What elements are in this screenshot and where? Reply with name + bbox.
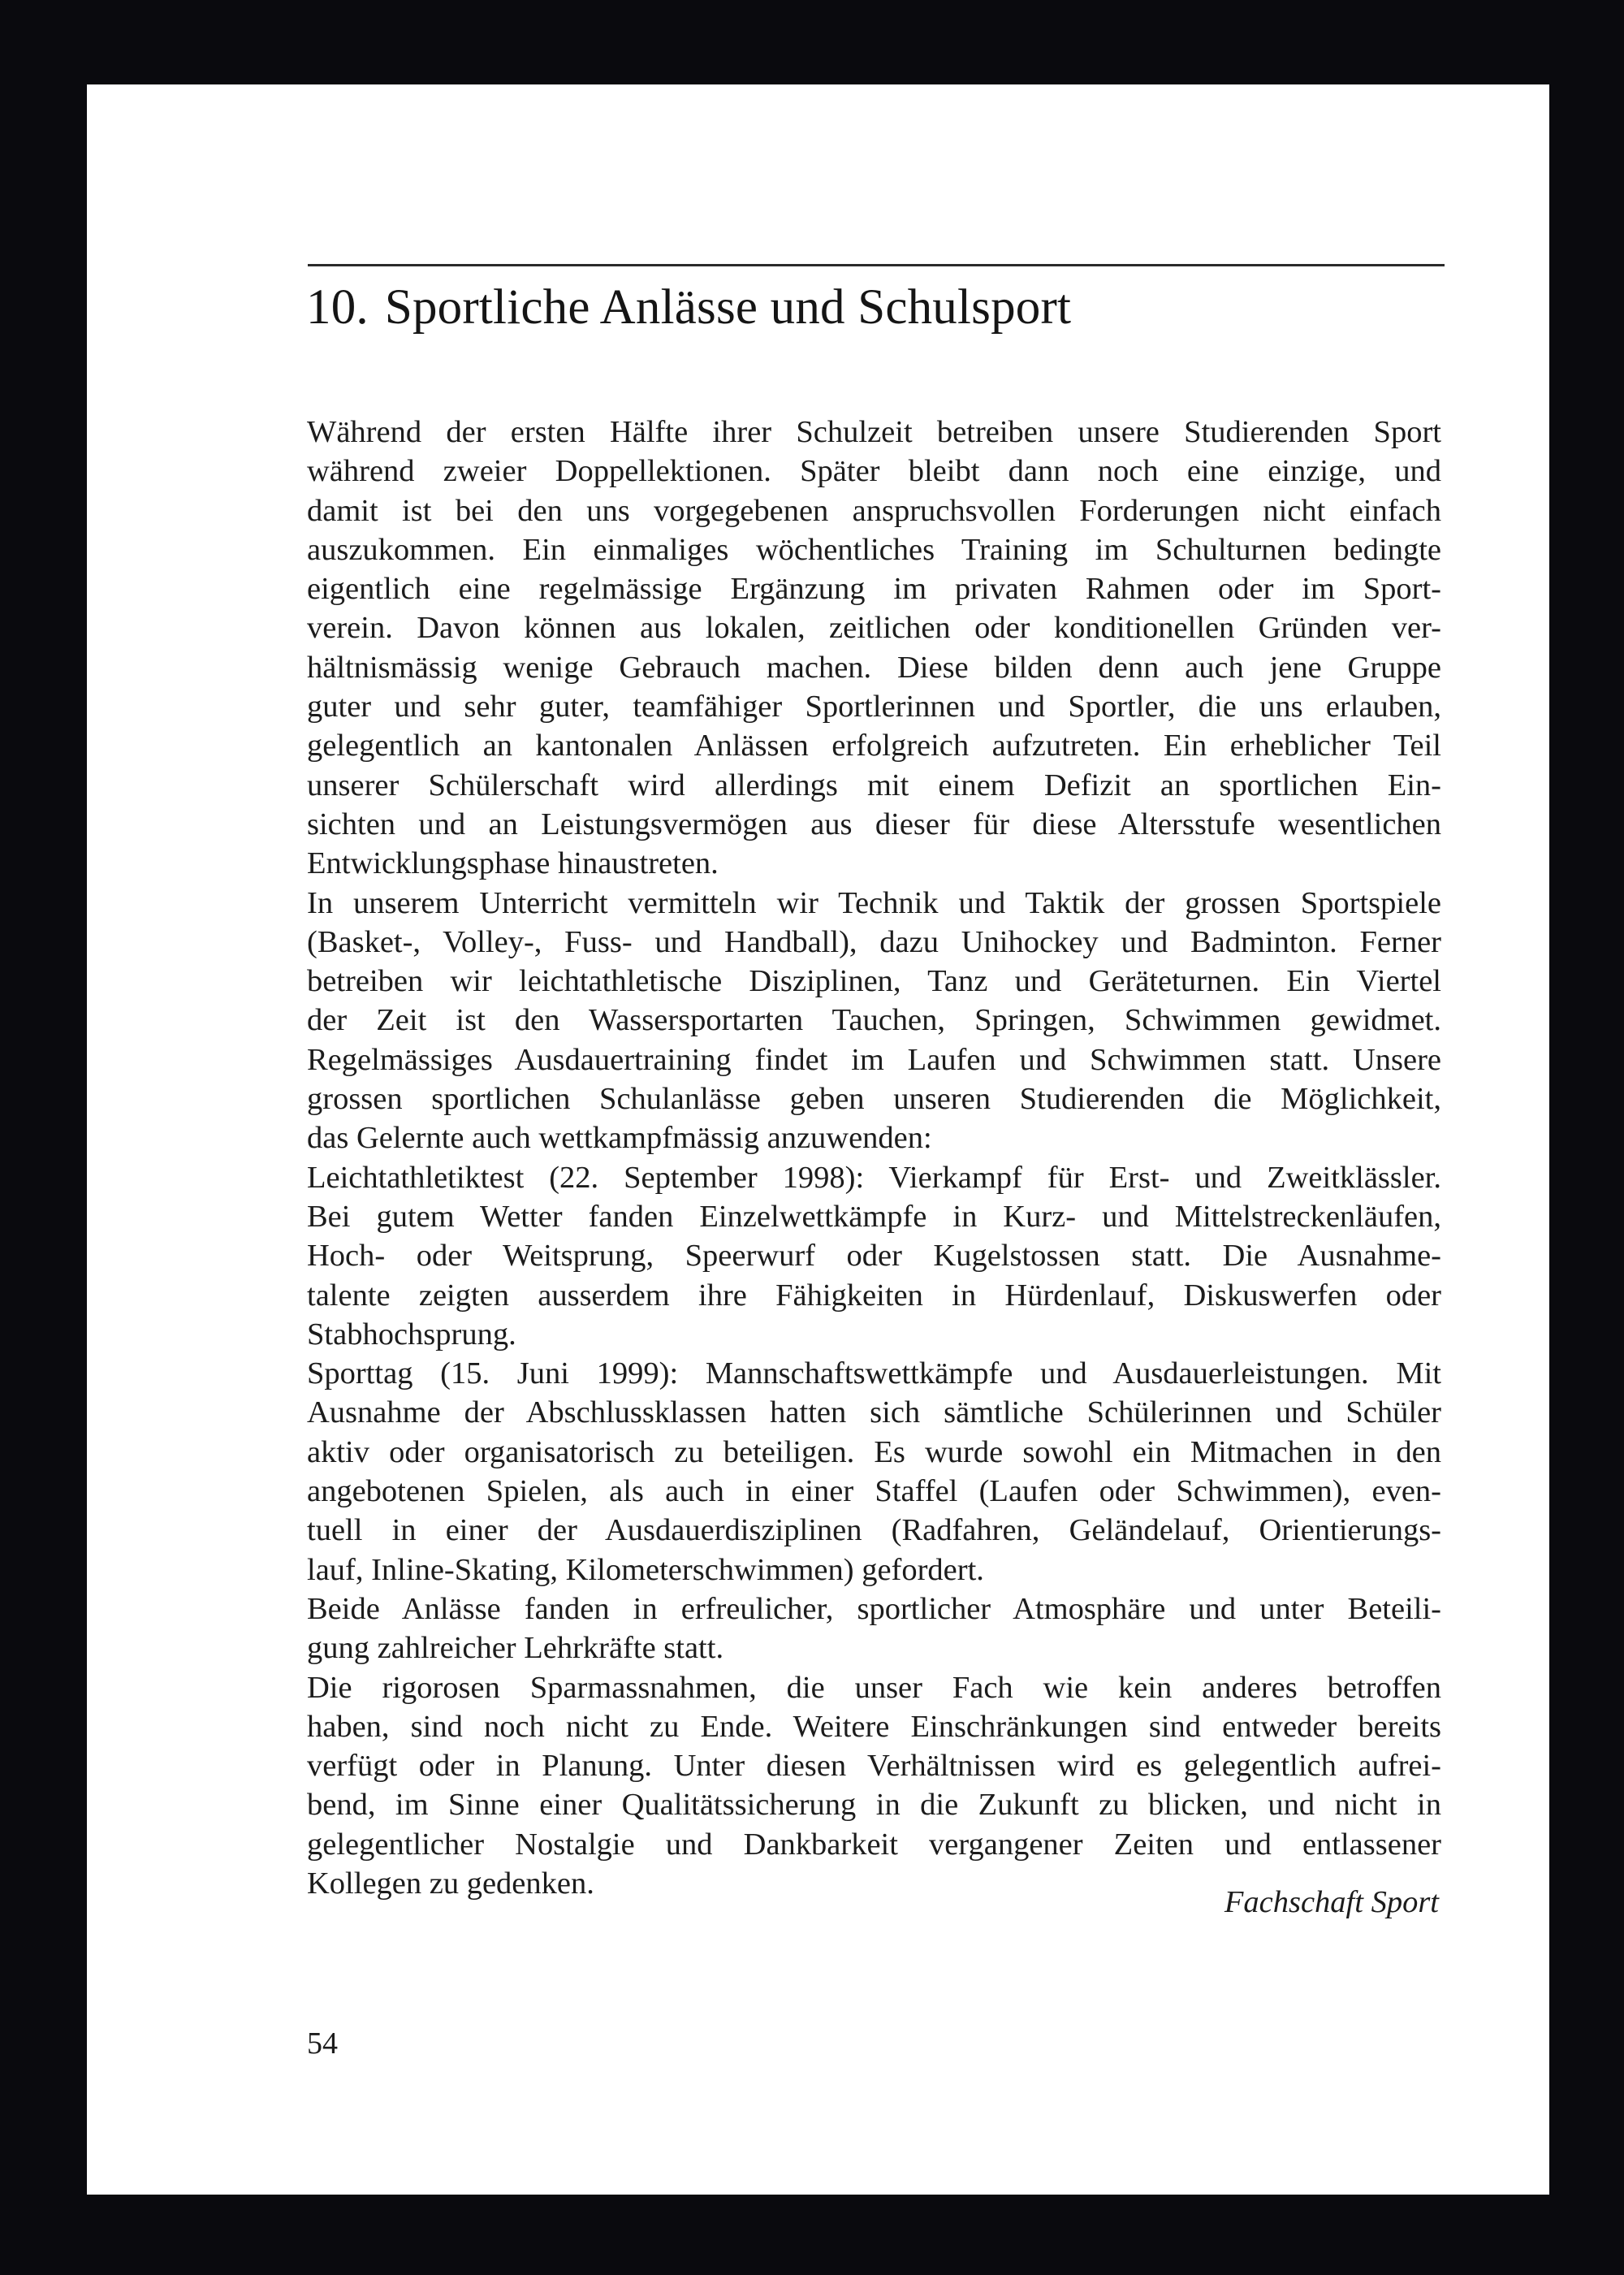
text-line: während zweier Doppellektionen. Später bleibt dann noch eine einzige, und bbox=[307, 454, 1441, 489]
text-line: Kollegen zu gedenken. bbox=[307, 1866, 594, 1901]
text-line: talente zeigten ausserdem ihre Fähigkeiten in Hürdenlauf, Diskuswerfen oder bbox=[307, 1278, 1441, 1313]
text-line: gung zahlreicher Lehrkräfte statt. bbox=[307, 1631, 724, 1666]
text-line: Ausnahme der Abschlussklassen hatten sich sämtliche Schülerinnen und Schüler bbox=[307, 1395, 1441, 1430]
section-number: 10. bbox=[306, 280, 369, 335]
text-line: tuell in einer der Ausdauerdisziplinen (Radfahren, Geländelauf, Orientierungs- bbox=[307, 1513, 1441, 1548]
text-line: Stabhochsprung. bbox=[307, 1317, 516, 1352]
text-line: Hoch- oder Weitsprung, Speerwurf oder Kugelstossen statt. Die Ausnahme- bbox=[307, 1239, 1441, 1274]
text-line: der Zeit ist den Wassersportarten Tauchen, Springen, Schwimmen gewidmet. bbox=[307, 1003, 1441, 1038]
page-number: 54 bbox=[307, 2026, 338, 2061]
text-line: verein. Davon können aus lokalen, zeitlichen oder konditionellen Gründen ver- bbox=[307, 611, 1441, 646]
text-line: gelegentlicher Nostalgie und Dankbarkeit vergangener Zeiten und entlassener bbox=[307, 1827, 1441, 1862]
header-rule bbox=[308, 264, 1445, 266]
text-line: Die rigorosen Sparmassnahmen, die unser Fach wie kein anderes betroffen bbox=[307, 1670, 1441, 1705]
text-line: grossen sportlichen Schulanlässe geben unseren Studierenden die Möglichkeit, bbox=[307, 1082, 1441, 1117]
text-line: lauf, Inline-Skating, Kilometerschwimmen) gefordert. bbox=[307, 1552, 984, 1587]
text-line: (Basket-, Volley-, Fuss- und Handball), dazu Unihockey und Badminton. Ferner bbox=[307, 924, 1441, 959]
text-line: guter und sehr guter, teamfähiger Sportlerinnen und Sportler, die uns erlauben, bbox=[307, 690, 1441, 724]
text-line: Sporttag (15. Juni 1999): Mannschaftswettkämpfe und Ausdauerleistungen. Mit bbox=[307, 1356, 1441, 1391]
text-line: angebotenen Spielen, als auch in einer Staffel (Laufen oder Schwimmen), even- bbox=[307, 1474, 1441, 1509]
section-title bbox=[306, 278, 1071, 337]
signature: Fachschaft Sport bbox=[1224, 1885, 1439, 1919]
text-line: Entwicklungsphase hinaustreten. bbox=[307, 846, 719, 881]
text-line: auszukommen. Ein einmaliges wöchentliches Training im Schulturnen bedingte bbox=[307, 532, 1441, 567]
text-line: eigentlich eine regelmässige Ergänzung im privaten Rahmen oder im Sport- bbox=[307, 572, 1441, 607]
document-page bbox=[87, 84, 1549, 2195]
text-line: Beide Anlässe fanden in erfreulicher, sportlicher Atmosphäre und unter Beteili- bbox=[307, 1591, 1441, 1626]
text-line: hältnismässig wenige Gebrauch machen. Diese bilden denn auch jene Gruppe bbox=[307, 650, 1441, 685]
text-line: betreiben wir leichtathletische Disziplinen, Tanz und Geräteturnen. Ein Viertel bbox=[307, 964, 1441, 999]
text-line: Regelmässiges Ausdauertraining findet im Laufen und Schwimmen statt. Unsere bbox=[307, 1042, 1441, 1077]
body-text bbox=[307, 413, 1441, 1903]
text-line: unserer Schülerschaft wird allerdings mit einem Defizit an sportlichen Ein- bbox=[307, 768, 1441, 802]
text-line: haben, sind noch nicht zu Ende. Weitere Einschränkungen sind entweder bereits bbox=[307, 1709, 1441, 1744]
text-line: gelegentlich an kantonalen Anlässen erfolgreich aufzutreten. Ein erheblicher Teil bbox=[307, 729, 1441, 763]
text-line: Leichtathletiktest (22. September 1998): Vierkampf für Erst- und Zweitklässler. bbox=[307, 1160, 1441, 1195]
text-line: bend, im Sinne einer Qualitätssicherung in die Zukunft zu blicken, und nicht in bbox=[307, 1788, 1441, 1823]
text-line: Bei gutem Wetter fanden Einzelwettkämpfe in Kurz- und Mittelstreckenläufen, bbox=[307, 1199, 1441, 1234]
text-line: das Gelernte auch wettkampfmässig anzuwenden: bbox=[307, 1121, 932, 1156]
text-line: damit ist bei den uns vorgegebenen anspruchsvollen Forderungen nicht einfach bbox=[307, 493, 1441, 528]
text-line: aktiv oder organisatorisch zu beteiligen. Es wurde sowohl ein Mitmachen in den bbox=[307, 1434, 1441, 1469]
section-title-text: Sportliche Anlässe und Schulsport bbox=[384, 280, 1072, 335]
text-line: In unserem Unterricht vermitteln wir Technik und Taktik der grossen Sportspiele bbox=[307, 885, 1441, 920]
text-line: sichten und an Leistungsvermögen aus dieser für diese Altersstufe wesentlichen bbox=[307, 807, 1441, 841]
text-line: verfügt oder in Planung. Unter diesen Verhältnissen wird es gelegentlich aufrei- bbox=[307, 1749, 1441, 1784]
text-line: Während der ersten Hälfte ihrer Schulzeit betreiben unsere Studierenden Sport bbox=[307, 415, 1441, 449]
